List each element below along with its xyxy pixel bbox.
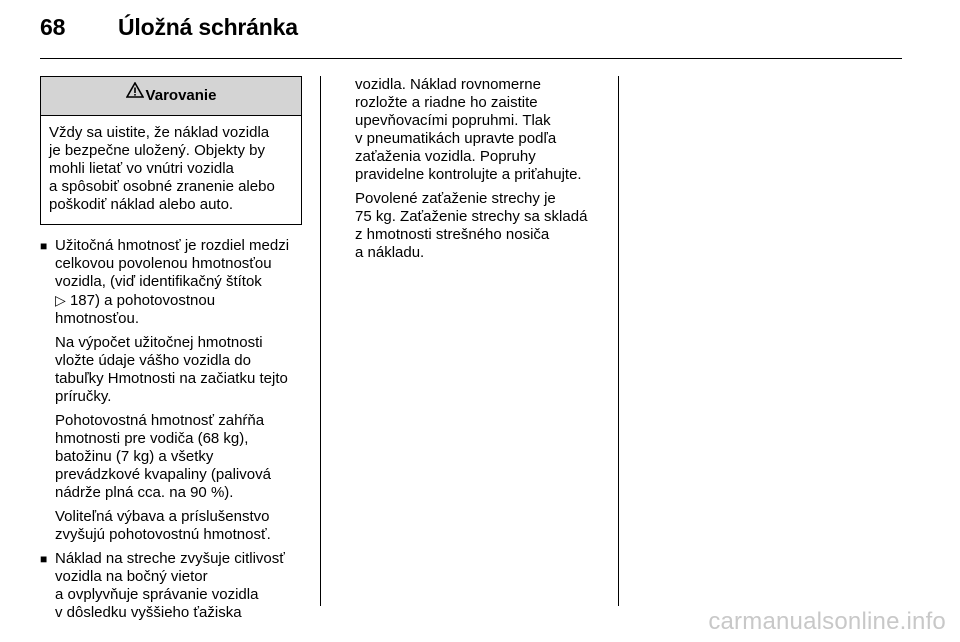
page-header	[40, 14, 298, 41]
list-item	[40, 550, 302, 622]
column-divider	[320, 76, 321, 606]
warning-box	[40, 76, 302, 225]
paragraph: Užitočná hmotnosť je rozdiel medzi celkovou povolenou hmotnosťou vozidla, (viď identifikačný štítok ▷ 187) a pohotovostnou hmotnosťou.	[55, 237, 290, 327]
paragraph: Pohotovostná hmotnosť zahŕňa hmotnosti pre vodiča (68 kg), batožinu (7 kg) a všetky prevádzkové kvapaliny (palivová nádrže plná cca. na 90 %).	[55, 412, 271, 501]
watermark: carmanualsonline.info	[708, 608, 946, 635]
warning-triangle-icon	[126, 75, 144, 113]
warning-text: Vždy sa uistite, že náklad vozidla je bezpečne uložený. Objekty by mohli lietať vo vnútri vozidla a spôsobiť osobné zranenie alebo poškodiť náklad alebo auto.	[49, 124, 275, 213]
list-item	[40, 237, 302, 544]
warning-header	[41, 77, 301, 116]
page-title: Úložná schránka	[118, 14, 298, 40]
page-number: 68	[40, 14, 66, 40]
paragraph: Náklad na streche zvyšuje citlivosť vozidla na bočný vietor a ovplyvňuje správanie vozidla v dôsledku vyššieho ťažiska	[55, 550, 285, 621]
paragraph: vozidla. Náklad rovnomerne rozložte a riadne ho zaistite upevňovacími popruhmi. Tlak v pneumatikách upravte podľa zaťaženia vozidla. Popruhy pravidelne kontrolujte a priťahujte.	[355, 76, 582, 183]
paragraph: Povolené zaťaženie strechy je 75 kg. Zaťaženie strechy sa skladá z hmotnosti strešného nosiča a nákladu.	[355, 190, 588, 261]
middle-column	[355, 76, 610, 268]
warning-title: Varovanie	[145, 87, 217, 104]
paragraph: Na výpočet užitočnej hmotnosti vložte údaje vášho vozidla do tabuľky Hmotnosti na začiatku tejto príručky.	[55, 334, 288, 405]
page-reference-arrow-icon: ▷	[55, 292, 66, 308]
column-divider	[618, 76, 619, 606]
header-rule	[40, 58, 902, 59]
left-column	[40, 76, 302, 628]
bullet-square-icon: ■	[40, 552, 48, 566]
paragraph: Voliteľná výbava a príslušenstvo zvyšujú pohotovostnú hmotnosť.	[55, 508, 271, 543]
bullet-square-icon: ■	[40, 239, 48, 253]
